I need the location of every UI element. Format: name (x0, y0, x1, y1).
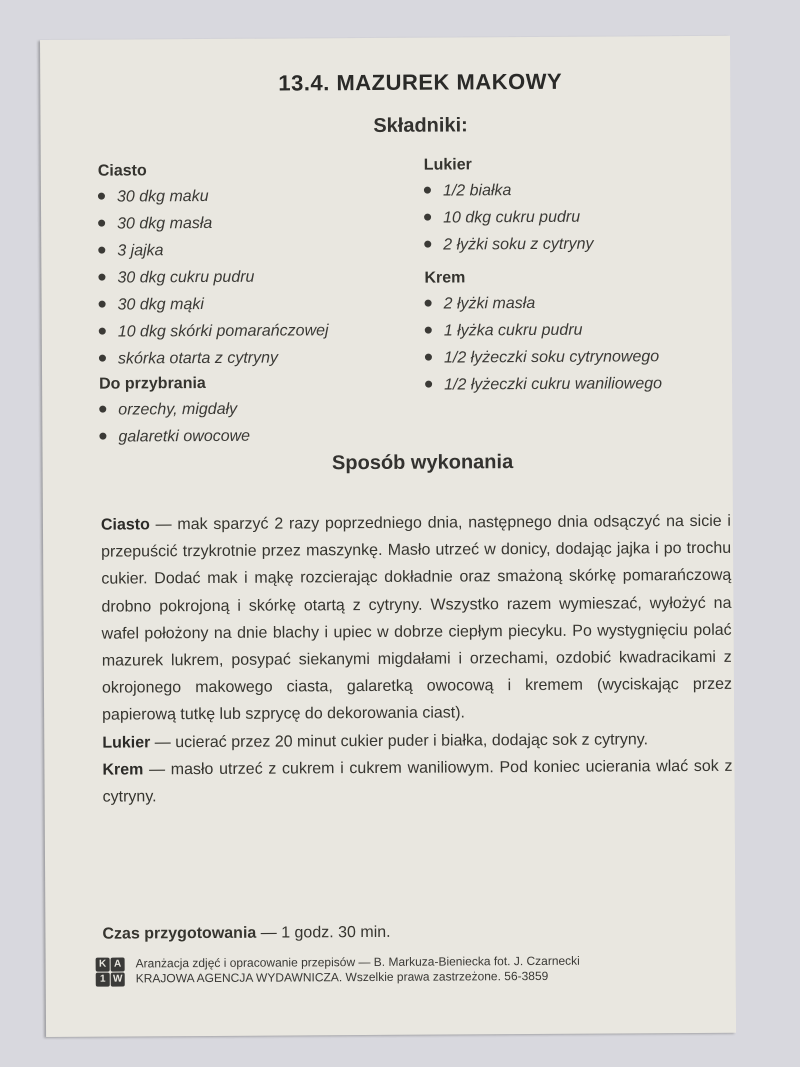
prep-time-label: Czas przygotowania (102, 924, 257, 943)
footer-line-credits: Aranżacja zdjęć i opracowanie przepisów — B. Markuza-Bieniecka fot. J. Czarnecki (135, 953, 580, 971)
prep-time (102, 924, 390, 944)
bullet-icon (99, 301, 106, 308)
recipe-title: 13.4. MAZUREK MAKOWY (278, 68, 563, 96)
method-text (101, 508, 733, 811)
ingredient-item: 1/2 białka (424, 176, 661, 204)
bullet-icon (98, 247, 105, 254)
ingredient-item: 10 dkg cukru pudru (424, 203, 661, 231)
ingredient-item: 30 dkg masła (98, 209, 328, 237)
ingredient-item: 1 łyżka cukru pudru (425, 316, 662, 344)
bullet-icon (98, 274, 105, 281)
ingredient-item: 30 dkg mąki (99, 290, 329, 318)
footer-credits (96, 954, 580, 987)
method-label: Lukier (102, 733, 151, 752)
ingredient-item: 1/2 łyżeczki soku cytrynowego (425, 343, 662, 371)
ingredient-item: 30 dkg cukru pudru (98, 263, 328, 291)
method-heading: Sposób wykonania (331, 451, 514, 475)
ingredient-item: 30 dkg maku (98, 182, 328, 210)
method-paragraph: Lukier — ucierać przez 20 minut cukier puder i białka, dodając sok z cytryny. (102, 730, 649, 752)
bullet-icon (425, 327, 432, 334)
ingredient-item: 1/2 łyżeczki cukru waniliowego (425, 370, 662, 398)
bullet-icon (99, 355, 106, 362)
method-paragraph: Ciasto — mak sparzyć 2 razy poprzedniego dnia, następnego dnia odsączyć na sicie i przepuścić trzykrotnie przez maszynkę. Masło utrzeć w donicy, dodając jajka i po trochu cukier. Dodać mak i mąkę rozcierając dokładnie oraz smażoną skórkę pomarańczową drobno pokrojoną i skórkę otartą z cytryny. Wszystko razem wymieszać, wyłożyć na wafel położony na dnie blachy i upiec w dobrze ciepłym piecyku. Po wystygnięciu polać mazurek lukrem, posypać siekanymi migdałami i orzechami, ozdobić kwadracikami z okrojonego makowego ciasta, galaretką owocową i kremem (wyciskając przez papierową tutkę lub szprycę do dekorowania ciast). (100, 512, 733, 725)
recipe-card (40, 36, 736, 1037)
ingredient-item: 3 jajka (98, 236, 328, 264)
ingredient-group-heading: Krem (424, 269, 466, 287)
ingredient-item: skórka otarta z cytryny (99, 344, 329, 372)
ingredient-item: galaretki owocowe (99, 422, 329, 450)
footer-line-publisher: KRAJOWA AGENCJA WYDAWNICZA. Wszelkie prawa zastrzeżone. 56-3859 (135, 968, 549, 986)
ingredient-group-heading: Ciasto (97, 162, 147, 180)
method-paragraph: Krem — masło utrzeć z cukrem i cukrem waniliowym. Pod koniec ucierania wlać sok z cytryny. (102, 757, 733, 806)
ingredient-group-heading: Do przybrania (99, 374, 206, 393)
bullet-icon (99, 328, 106, 335)
bullet-icon (99, 433, 106, 440)
ingredients-right-column (424, 152, 662, 398)
ingredient-group-heading: Lukier (423, 156, 472, 174)
bullet-icon (424, 214, 431, 221)
ingredient-item: orzechy, migdały (99, 395, 329, 423)
bullet-icon (424, 241, 431, 248)
bullet-icon (424, 187, 431, 194)
ingredient-item: 10 dkg skórki pomarańczowej (99, 317, 329, 345)
bullet-icon (99, 406, 106, 413)
ingredients-left-column (98, 158, 330, 450)
ingredient-item: 2 łyżki soku z cytryny (424, 230, 661, 258)
method-label: Krem (102, 761, 144, 779)
bullet-icon (425, 354, 432, 361)
prep-time-value: — 1 godz. 30 min. (256, 923, 391, 942)
method-label: Ciasto (100, 516, 150, 534)
publisher-logo-icon: K A 1 W (96, 957, 126, 987)
bullet-icon (425, 300, 432, 307)
bullet-icon (98, 220, 105, 227)
ingredients-heading: Składniki: (373, 114, 468, 137)
bullet-icon (98, 193, 105, 200)
bullet-icon (425, 381, 432, 388)
ingredient-item: 2 łyżki masła (425, 289, 662, 317)
